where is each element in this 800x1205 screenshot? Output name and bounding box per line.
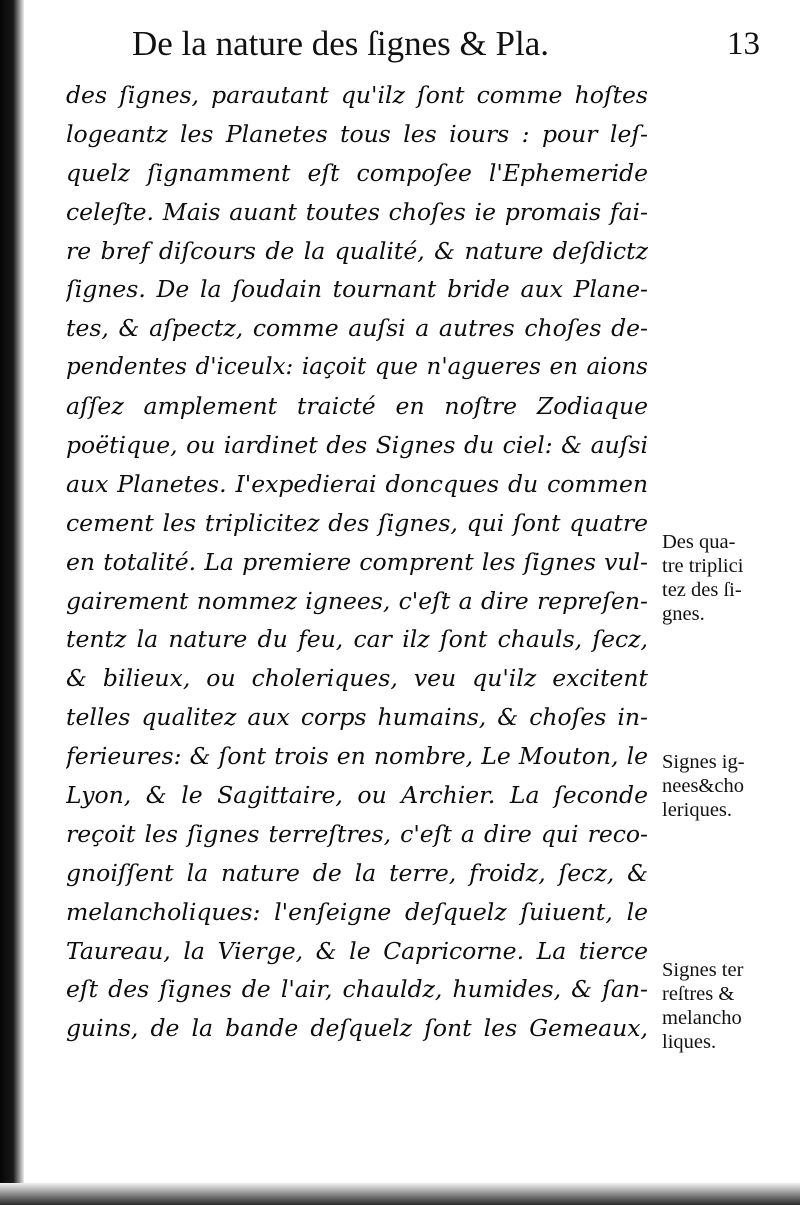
body-line: ferieures: & ſont trois en nombre, Le Mouton, le <box>66 742 648 771</box>
page-header <box>132 24 760 68</box>
margin-note-line: tre triplici <box>662 555 744 577</box>
margin-note-line: tez des ſi- <box>662 579 742 601</box>
margin-note-line: Des qua- <box>662 531 736 553</box>
page-bottom-shadow <box>0 1183 800 1205</box>
bleed-through-text <box>700 82 800 108</box>
body-line: celeſte. Mais auant toutes choſes ie promais fai- <box>66 197 648 226</box>
body-line: tentz la nature du feu, car ilz ſont chauls, ſecz, <box>66 625 648 654</box>
body-line: cement les triplicitez des ſignes, qui ſont quatre <box>66 508 648 537</box>
margin-note-line: reſtres & <box>662 983 735 1005</box>
margin-note-line: Signes ig- <box>662 751 745 773</box>
body-line: Lyon, & le Sagittaire, ou Archier. La ſeconde <box>66 781 648 810</box>
body-line: en totalité. La premiere comprent les ſignes vul- <box>66 547 648 576</box>
margin-note-line: nees&cho <box>662 775 744 797</box>
running-title: De la nature des ſignes & Pla. <box>132 24 549 63</box>
body-text <box>66 76 648 1048</box>
margin-note-triplicities <box>662 530 792 626</box>
body-line: pendentes d'iceulx: iaçoit que n'agueres en aions <box>66 354 648 381</box>
body-line: re bref diſcours de la qualité, & nature deſdictz <box>66 236 648 265</box>
margin-note-line: gnes. <box>662 603 705 625</box>
body-line: poëtique, ou iardinet des Signes du ciel: & auſsi <box>66 431 648 460</box>
body-line: quelz ſignamment eſt compoſee l'Ephemeride <box>66 158 648 187</box>
body-line: des ſignes, parautant qu'ilz ſont comme hoſtes <box>66 81 648 109</box>
page-number: 13 <box>727 26 760 62</box>
body-line: Taureau, la Vierge, & le Capricorne. La tierce <box>66 936 648 965</box>
body-line: gnoiſſent la nature de la terre, froidz, ſecz, & <box>66 858 648 887</box>
margin-note-fire-signs <box>662 750 792 822</box>
margin-note-line: liques. <box>662 1031 717 1053</box>
body-line: melancholiques: l'enſeigne deſquelz ſuiuent, le <box>66 897 648 926</box>
margin-note-line: Signes ter <box>662 959 744 981</box>
body-line: tes, & aſpectz, comme auſsi a autres choſes de- <box>66 314 648 343</box>
body-line: reçoit les ſignes terreſtres, c'eſt a dire qui reco- <box>66 819 648 848</box>
body-line: ſignes. De la ſoudain tournant bride aux Plane- <box>66 275 648 304</box>
body-line: gairement nommez ignees, c'eſt a dire repreſen- <box>66 586 648 615</box>
margin-note-line: leriques. <box>662 799 733 821</box>
body-line: aux Planetes. I'expedierai doncques du commen <box>66 469 648 498</box>
margin-note-line: melancho <box>662 1007 742 1029</box>
margin-note-earth-signs <box>662 958 792 1054</box>
body-line: guins, de la bande deſquelz ſont les Gemeaux, <box>66 1014 648 1043</box>
page-gutter-shadow <box>0 0 24 1205</box>
body-line: eſt des ſignes de l'air, chauldz, humides, & ſan- <box>66 975 648 1004</box>
body-line: & bilieux, ou choleriques, veu qu'ilz excitent <box>66 664 648 693</box>
body-line: telles qualitez aux corps humains, & choſes in- <box>66 703 648 732</box>
body-line: logeantz les Planetes tous les iours : pour leſ- <box>66 119 648 148</box>
body-line: aſſez amplement traicté en noſtre Zodiaque <box>66 392 648 421</box>
